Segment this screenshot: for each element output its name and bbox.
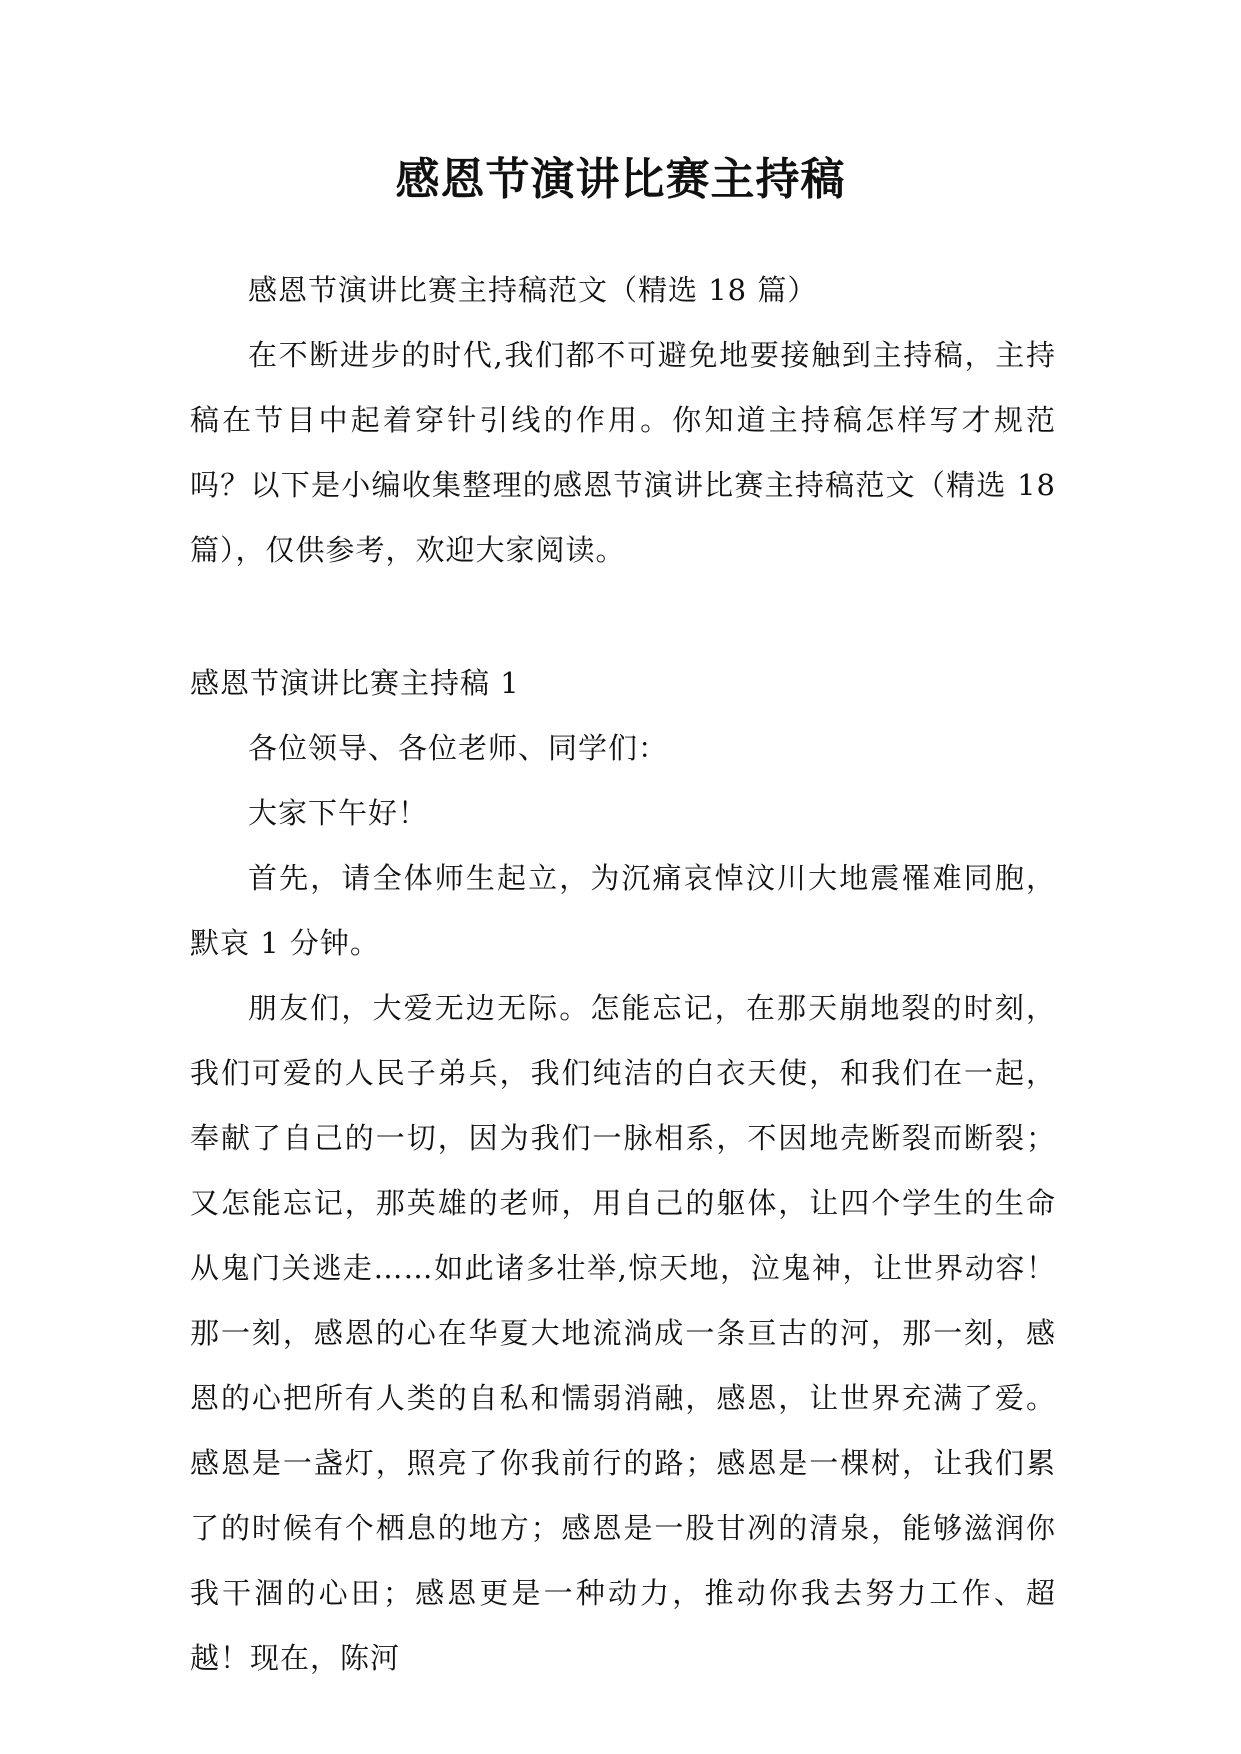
document-body: [190, 258, 1056, 1691]
document-title: 感恩节演讲比赛主持稿: [395, 154, 846, 205]
gratitude-paragraph: 朋友们，大爱无边无际。怎能忘记，在那天崩地裂的时刻，我们可爱的人民子弟兵，我们纯洁的白衣天使，和我们在一起，奉献了自己的一切，因为我们一脉相系，不因地壳断裂而断裂；又怎能忘记，那英雄的老师，用自己的躯体，让四个学生的生命从鬼门关逃走……如此诸多壮举,惊天地，泣鬼神，让世界动容！那一刻，感恩的心在华夏大地流淌成一条亘古的河，那一刻，感恩的心把所有人类的自私和懦弱消融，感恩，让世界充满了爱。感恩是一盏灯，照亮了你我前行的路；感恩是一棵树，让我们累了的时候有个栖息的地方；感恩是一股甘冽的清泉，能够滋润你我干涸的心田；感恩更是一种动力，推动你我去努力工作、超越！现在，陈河: [190, 991, 1056, 1675]
section-spacer: [190, 583, 1056, 651]
intro-subtitle: 感恩节演讲比赛主持稿范文（精选 18 篇）: [248, 273, 818, 307]
section-heading: 感恩节演讲比赛主持稿 1: [190, 666, 520, 700]
silence-paragraph: 首先，请全体师生起立，为沉痛哀悼汶川大地震罹难同胞，默哀 1 分钟。: [190, 861, 1056, 960]
greeting-paragraph: 各位领导、各位老师、同学们：: [248, 731, 669, 765]
intro-paragraph: 在不断进步的时代,我们都不可避免地要接触到主持稿，主持稿在节目中起着穿针引线的作用。你知道主持稿怎样写才规范吗？以下是小编收集整理的感恩节演讲比赛主持稿范文（精选 18 篇），仅供参考，欢迎大家阅读。: [190, 338, 1056, 567]
welcome-paragraph: 大家下午好！: [248, 796, 429, 830]
